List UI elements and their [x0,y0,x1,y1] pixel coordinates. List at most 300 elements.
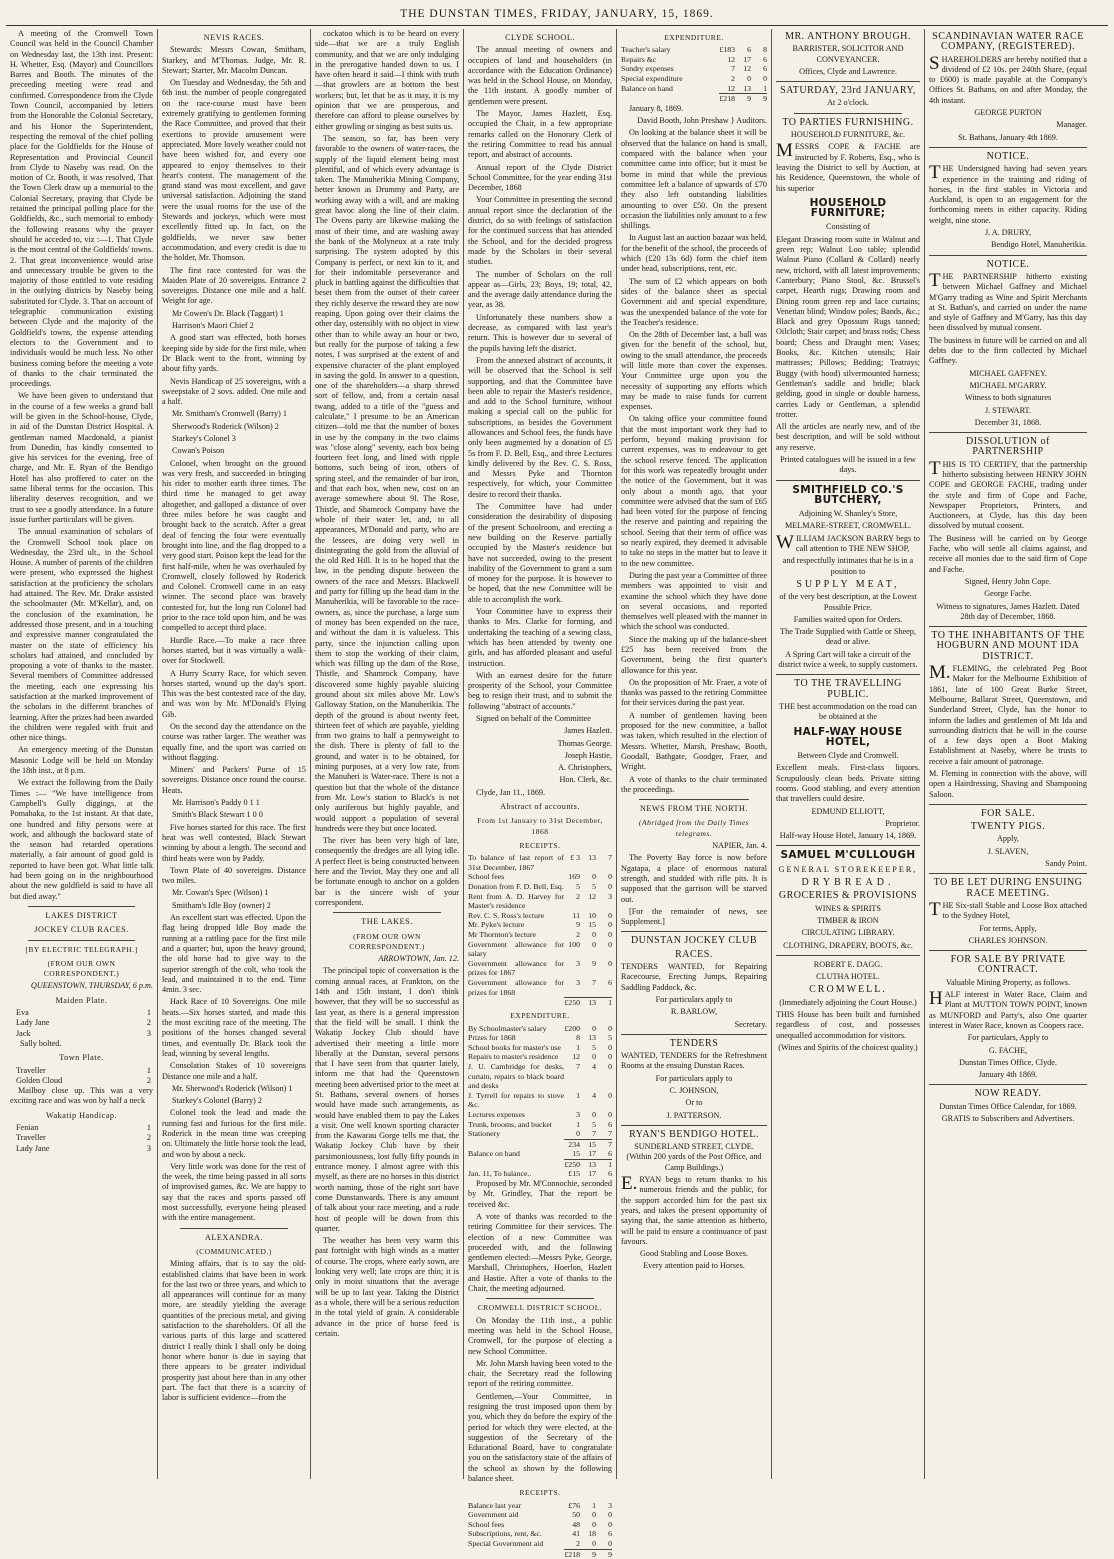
account-row [468,892,612,911]
divider [621,1034,767,1035]
ad-line: (Immediately adjoining the Court House.) [779,997,917,1007]
ad-heading: TWENTY PIGS. [970,821,1046,833]
ad-line: The Trade Supplied with Cattle or Sheep, dead or alive. [780,627,916,647]
divider [929,147,1087,148]
account-row [468,1024,612,1034]
column-3 [311,29,464,1479]
ad-line: A Spring Cart will take a circuit of the district twice a week, to supply customers. [778,649,918,670]
dateline: ARROWTOWN, Jan. 12. [378,954,459,964]
account-item: Repairs to master's residence [468,1052,559,1062]
paragraph: The season, so far, has been very favorable to the owners of water-races, the supply of the liquid element being most plentiful, and of which every advantage is taken. The Manuherikia Mining Company, better known as Drummy and Party, are working away with a will, and are making great havoc along the line of their claim. The Ovens party are likewise making the most of their time, and are washing away the bank of the Molyneux at a rate truly surprising. The system adopted by this Company is perfect, or next kin to it, and for their indomitable perseverance and pluck in battling against the difficulties that beset them from the outset of their career they richly deserve the reward they are now reaping. Upon going over their claims the other day, ostensibly with no object in view other than to while away an hour or two, but really for the purpose of taking a few notes, I was surprised at the extent of and expensive character of the plant employed in saving the gold. In answer to a question, one of the shareholders—a sharp shrewd sort of fellow, and, from a certain nasal twang, added to a title of the "guess and calculate," I presume to be an American citizen—told me that the number of boxes in use by the company in the two claims was "close along" seventy, each box being fourteen feet long, and lined with ripple bottoms, such being of iron, others of spring steel, and the remainder of bar iron, and that each box, when new, cost on an average somewhere about 9l. The Rose, Thistle, and Shamrock Company have the whole of their water let, and, to all appearances, M'Donald and party, who are the lessees, are doing very well in disintegrating the gold from the alluvial of the old Red Hill. It is to be hoped that the law, in the pending dispute between the owners of the race and Messrs. Blackwell and party for filling up the head dam in the Manuherikia, will be favorable to the race-owners, as, since the purchase, a large sum of money has been expended on the race, and without the dam it is valueless. This party, since the injunction calling upon them to stop the working of their claim, which was filling up the dam of the Rose, Thistle, and Shamrock Company, have discovered some highly payable sluicing ground about six miles above Mr. Low's Galloway Station, on the Manuherikia. The depth of the ground is about twenty feet, thirteen feet of which are payable, yielding from two grains to half a pennyweight to the dish. There is plenty of fall to the ground, and water is to be obtained, for mining purposes, at a very low rate, from the Manuheri is Water-race. There is not a question but that the whole of the distance from Mr. Low's station to Black's is not only auriferous but highly payable, and would support a population of several hundreds were they but once located. [315,133,459,833]
ad-line: Families waited upon for Orders. [793,614,903,624]
divider [621,931,767,932]
divider [776,845,920,846]
divider [486,1298,594,1299]
account-amount-l: 1 [576,1119,580,1129]
account-row [468,1539,612,1549]
signed-line: Signed on behalf of the Committee [476,714,591,723]
auditors: David Booth, John Preshaw } Auditors. [637,116,767,126]
account-total [621,94,767,104]
pigs-ad [929,809,1087,869]
expenditure-heading: EXPENDITURE. [664,33,724,42]
dateline: Clyde, Jan 11., 1869. [476,787,546,797]
ad-body: MESSRS COPE & FACHE are instructed by F. Roberts, Esq., who is leaving the District to sell by Auction, at his Residence, Queenstown, the whole of his superior [776,140,920,193]
ad-body: WILLIAM JACKSON BARRY begs to call attention to THE NEW SHOP, [776,531,920,554]
account-item [468,1159,564,1169]
account-item: J. Tyrrell for repairs to stove &c. [468,1090,564,1110]
divider [621,1125,767,1126]
account-item: By Schoolmaster's salary [468,1023,547,1033]
result-row [10,1029,153,1039]
account-amount-s: 0 [747,74,751,84]
paragraph: The Poverty Bay force is now before Ngatapa, a place of enormous natural strength, and studded with rifle pits. It is supposed that the garrison will be starved out. [621,853,767,904]
account-item: Stationery [468,1129,501,1139]
mccullough-ad [776,850,920,950]
account-amount-l: £76 [568,1500,580,1510]
account-item: School fees [468,872,505,882]
ad-line: At 2 o'clock. [827,98,869,108]
account-total [468,1159,612,1169]
account-amount-l: 234 [564,1139,580,1149]
account-amount-l: 3 [576,977,580,987]
ad-line: CLUTHA HOTEL. [816,972,880,982]
ad-line: George Fache. [984,589,1032,599]
account-row [468,882,612,892]
ad-title: SAMUEL M'CULLOUGH [780,849,916,862]
ad-line: Adjoining W. Shanley's Store, [798,509,898,519]
account-amount-l: 3 [576,958,580,968]
account-amount-s: 17 [588,1149,596,1159]
account-row [468,940,612,959]
ad-title: FOR SALE. [981,807,1035,819]
result-line: Starkey's Colonel (Barry) 2 [172,1096,262,1106]
account-amount-d: 8 [763,45,767,55]
ad-name: J. A. DRURY, [984,228,1032,238]
account-amount-s: 0 [592,1510,596,1520]
council-article: A meeting of the Cromwell Town Council was held in the Council Chamber on Wednesday last, the 13th inst. Present: H. Whetter, Esq. (Mayor) and Councillors Barres and Booth. The minutes of the preceeding meeting were read and confirmed. Correspondence from the Clyde Town Council, accompanied by letters from the Honorable the Colonial Secretary, and his Honor the Superintendent, respecting the removal of the chief polling place for the Goldfields for the House of Representation and Provincial Council from Clyde to Naseby was read. On the motion of Cr. Booth, it was resolved, That the Town Clerk draw up a memorial to the Colonial Secretary, praying that Clyde be retained the principal polling place for the Goldfields, &c., such memorial to embody the following reasons why the prayer should be acceded to, viz :—1. That Clyde is the most central of the Goldfields' towns. 2. That great inconvenience would arise and unnecessary trouble be given to the majority of those entitled to vote residing in the outlying districts by Naseby being substituted for Clyde. 3. That on account of telegraphic communication existing between Clyde and the majority of the Goldfield's towns, the expense attending electors to the Government and to individuals would be much less. No other business coming before the meeting a vote of thanks to the chair terminated the proceedings. [10,29,153,389]
section-subtitle: JOCKEY CLUB RACES. [34,925,129,935]
ad-title: TENDERS [669,1037,719,1049]
news-subtitle: (Abridged from the Daily Times telegrams. [638,818,750,838]
ad-name: R. BARLOW, [670,1007,718,1017]
account-row [468,1520,612,1530]
ad-line: Valuable Mining Property, as follows. [945,977,1071,987]
paragraph: A vote of thanks was recorded to the retiring Committee for their services. The election of a new Committee was proceeded with, and the following gentlemen elected:—Messrs Pyke, George, Marshall, Christophers, Hoerlon, Hazlett and Hastie. After a vote of thanks to the Chair, the meeting adjourned. [468,1211,612,1294]
account-amount-d: 7 [596,1139,612,1149]
ad-line: THE best accommodation on the road can be obtained at the [779,701,917,722]
account-amount-l: 0 [576,1129,580,1139]
divider [776,674,920,675]
divider [639,799,749,800]
column-7 [925,29,1091,1479]
account-amount-l: 9 [576,920,580,930]
paragraph: Annual report of the Clyde District School Committee, for the year ending 31st December, 1868 [468,162,612,193]
account-row [621,74,767,84]
account-item: Prizes for 1868 [468,1033,516,1043]
account-item: Government aid [468,1510,519,1520]
masonic-article: An emergency meeting of the Dunstan Masonic Lodge will be held on Monday the 18th inst., at 8 p.m. [10,745,153,776]
paragraph: The principal topic of conversation is the coming annual races, at Frankton, on the 14th and 15th instant, I don't think however, that they will be so successful as last year, as there is a general impression that the field will be small. I think the Wakatip Jockey Club should have advertised their meeting a little more liberally at the Dunstan, several persons that I have seen from that quarter lately, inform me that had the Queenstown meeting been advertised prior to the meet at St. Bathans, several owners of horses would have made such arrangements, as would have enabled them to pay the Lakes a visit. One well known sporting character from the Kawarau Gorge tells me that, the Wakatip Jockey Club have by their parsimoniousness, lost fully fifty pounds in entrance money. I almost agree with this myself, as there are no horses in this district worth naming, those of the right sort have come Dunstanwards. There is any amount of talk about your race meeting, and a rude host of people will be down from this quarter. [315,966,459,1233]
expenditure-heading: EXPENDITURE. [510,1011,570,1021]
calendar-ad [929,1089,1087,1124]
paragraph: During the past year a Committee of three members was appointed to visit and examine the school which they have done on several occasions, and reported themselves well pleased with the manner in which the school was conducted. [621,570,768,632]
paragraph: With an earnest desire for the future prosperity of the School, your Committee beg to resign their trust, and to submit the following "abstract of accounts." [468,670,612,711]
paragraph: Your Committee have to express their thanks to Mrs. Clarke for forming, and undertaking the teaching of a sewing class, which has been attended by twenty one girls, and has afforded pleasant and useful instruction. [468,607,612,668]
ad-title: NOTICE. [986,258,1030,270]
divider [794,113,902,114]
horse-name: Lady Jane [16,1143,50,1153]
paragraph: The first race contested for was the Maiden Plate of 20 sovereigns. Entrance 2 sovereigns. Distance one mile and a half. Weight for age. [162,265,306,306]
section-title: LAKES DISTRICT [45,910,118,920]
account-item: Rev. C. S. Ross's lecture [468,910,545,920]
account-amount-s: 7 [592,977,596,987]
dateline: QUEENSTOWN, THURSDAY, 6 p.m. [30,981,153,991]
account-item: J. U. Cambridge for desks, curtain, repairs to black board and desks [468,1061,564,1091]
ad-body: HALF interest in Water Race, Claim and Plant at MUTTON TOWN POINT, known as MUNFORD and Party's, also One quarter interest in Water Race, known as Coopers race. [929,988,1087,1030]
ad-body: M.FLEMING, the celebrated Peg Boot Maker for the Melbourne Exhibition of 1861, late of 100 Great Burke Street, Melbourne, Ballarat Street, Queenstown, and Sunderland Street, Clyde, has the honor to inform the ladies and gentlemen of Mt Ida and surrounding districts that he will in the course of a few days open a Boot Making Establishment at Naseby, where he trusts to receive a fair amount of patronage. [929,662,1087,766]
ad-line: (Wines and Spirits of the choicest quality.) [778,1042,918,1052]
private-contract-ad [929,955,1087,1080]
result-line: Starkey's Colonel 3 [172,433,236,443]
account-amount-l: 100 [568,939,580,949]
account-item: Rent from A. D. Harvey for Master's residence [468,891,564,911]
account-row [468,911,612,921]
ad-body: THE Undersigned having had seven years experience in the training and riding of horses, in the first stables in Victoria and Auckland, is open to an engagement for the forthcoming meets in either capacity. Riding weight, nine stone. [929,162,1087,225]
account-amount-d: 3 [608,891,612,901]
ad-role: Secretary. [734,1019,767,1029]
account-amount-l: £183 [719,45,735,55]
ad-name: G. FACHE, [988,1045,1028,1055]
account-amount-s: 5 [592,882,596,892]
ad-body: THIS IS TO CERTIFY, that the partnership hitherto subsisting between HENRY JOHN COPE and GEORGE FACHE, trading under the style and firm of Cope and Fache, Newspaper Proprietors, Printers, and Auctioneers, at Clyde, has this day been dissolved by mutual consent. [929,457,1087,531]
account-amount-s: 0 [592,1519,596,1529]
account-amount-s: 0 [592,1109,596,1119]
paragraph: Gentlemen,—Your Committee, in resigning the trust imposed upon them by you, which they do before the expiry of the period for which they were elected, at the suggestion of the Secretary of the Educational Board, have to congratulate you on the satisfactory state of the affairs of the school as shown by the following balance sheet. [468,1391,612,1484]
ad-heading: HALF-WAY HOUSE HOTEL, [793,725,903,748]
correspondent-note: (FROM OUR OWN CORRESPONDENT.) [43,958,120,979]
account-amount-s: 7 [592,1129,596,1139]
account-amount-s: 9 [735,94,751,104]
account-subtotal [468,1139,612,1149]
ad-line: St. Bathans, January 4th 1869. [958,132,1058,142]
ad-line: Dunstan Times Office Calendar, for 1869. [939,1101,1077,1111]
account-amount-s: 0 [592,1052,596,1062]
account-row [468,1169,612,1179]
horse-name: Golden Cloud [16,1075,63,1085]
account-amount-d: 6 [608,977,612,987]
divider [180,1228,288,1229]
account-amount-d: 0 [608,939,612,949]
account-amount-l: 2 [576,1539,580,1549]
account-amount-d: 0 [608,1023,612,1033]
account-amount-d: 0 [608,958,612,968]
paragraph: On Monday the 11th inst., a public meeting was held in the School House, Cromwell, for the purpose of electing a new School Committee. [468,1315,612,1356]
account-item [468,997,564,1007]
account-item: Lectures expenses [468,1109,525,1119]
account-row [468,853,612,872]
paragraph: The Mayor, James Hazlett, Esq. occupied the Chair, in a few appropriate remarks called on the Honorary Clerk of the retiring Committee to read his annual report, and abstract of accounts. [468,109,612,160]
ad-body: TENDERS WANTED, for Repairing Racecourse, Erecting Jumps, Repairing Saddling Paddock, &c. [621,962,767,992]
result-line: Cowan's Poison [172,446,225,456]
account-amount-d: 0 [608,920,612,930]
ad-line: and respectfully intimates that he is in a position to [782,556,914,576]
receipts-heading: RECEIPTS. [519,1488,561,1498]
result-row [10,1123,153,1133]
account-amount-l: 7 [576,1061,580,1071]
account-amount-d: 6 [608,1119,612,1129]
account-amount-l: 169 [568,872,580,882]
ad-body: All the articles are nearly new, and of the best description, and will be sold without any reserve. [776,422,920,452]
placing: 3 [146,1143,151,1153]
result-row [10,1133,153,1143]
ad-title: SMITHFIELD CO.'S BUTCHERY, [792,483,904,506]
account-row [468,1129,612,1139]
account-amount-d: 0 [608,1519,612,1529]
placing: 2 [146,1075,151,1085]
account-amount-d: 0 [763,74,767,84]
account-amount-s: 9 [592,958,596,968]
paragraph: Town Plate of 40 sovereigns. Distance two miles. [162,865,306,886]
ad-line: Apply, [997,834,1019,844]
account-amount-s: 0 [592,1539,596,1549]
ad-line: December 31, 1868. [974,417,1042,427]
ad-line: January 4th 1869. [978,1070,1038,1080]
result-line: Mr. Cowan's Spec (Wilson) 1 [172,888,269,898]
divider [929,1084,1087,1085]
placing: 3 [146,1028,151,1038]
account-item: Special Government aid [468,1539,544,1549]
account-item: Balance last year [468,1500,522,1510]
ad-body: Elegant Drawing room suite in Walnut and green rep; Walnut Loo table; splendid Walnut Piano (Collard & Collard) nearly new, trichord, with all latest improvements; Canterbury; Piano Stool, &c. Brussel's carpet, Hearth rugs; Drawing room and Dining room green rep and lace curtains; Venetian blind; Window poles; Bands, &c.; Black and grey Opossum Rugs tanned; Oilcloth; Stair carpet; and brass rods; Chess board; Chess and Draught men; Vases; Books, &c. Kitchen utensils; Hair mattrasses; Pillows; Bedding; Teatrays; Buggy (with hood) silvermounted harness; Gentleman's saddle and bridle; black gelding, good in single or double harness, carries Lady or Gentleman, a splendid trotter. [776,234,920,419]
ad-name: CHARLES JOHNSON. [968,935,1048,945]
race-title: Wakatip Handicap. [45,1110,118,1120]
account-amount-l: 12 [727,83,735,93]
account-amount-l: 2 [731,74,735,84]
account-item: School books for master's use [468,1042,561,1052]
ad-line: of the very best description, at the Lowest Possible Price. [779,592,917,612]
dateline: NAPIER, Jan. 4. [712,841,767,851]
bendigo-hotel-ad [621,1130,767,1272]
divider [929,873,1087,874]
paragraph: Nevis Handicap of 25 sovereigns, with a sweepstake of 2 sovs. added. One mile and a half. [162,376,306,407]
ad-apply: For particulars apply to [655,1073,733,1083]
account-amount-s: 5 [592,1119,596,1129]
account-amount-d: 0 [608,1042,612,1052]
account-amount-s: 13 [588,1033,596,1043]
divider [333,912,441,913]
result-row [10,1076,153,1086]
halfway-hotel-ad [776,679,920,841]
account-row [468,1062,612,1091]
ad-line: Witness to signatures, James Hazlett. Dated 28th day of December, 1868. [936,601,1080,621]
paragraph: Since the making up of the balance-sheet £25 has been received from the Government, being the first quarter's allowance for this year. [621,634,767,675]
race-title: Town Plate. [59,1053,104,1063]
account-item: Repairs &c [621,54,657,64]
ad-apply: For particulars apply to [655,994,733,1004]
account-row [468,1529,612,1539]
ad-line: GENERAL STOREKEEPER, [778,864,918,874]
ad-line: Half-way House Hotel, January 14, 1869. [779,831,917,841]
account-amount-d: 0 [608,910,612,920]
ad-address: SUNDERLAND STREET, CLYDE. (Within 200 yards of the Post Office, and Camp Buildings.) [626,1142,762,1172]
account-amount-s: 0 [592,872,596,882]
account-amount-d: 0 [608,930,612,940]
paragraph: A good start was effected, both horses keeping side by side for the first mile, when Dr Black went to the front, winning by about fifty yards. [162,333,306,374]
ad-line: MELMARE-STREET, CROMWELL. [784,521,912,531]
account-row [621,84,767,94]
account-amount-l: £218 [564,1549,580,1559]
news-north-title: NEWS FROM THE NORTH. [639,804,749,814]
signature: James Hazlett. [564,726,612,736]
paragraph: Miners' and Packers' Purse of 15 sovereigns. Distance once round the course. Heats. [162,765,306,795]
paragraph: The river has been very high of late, consequently the dredges are all lying idle. A perfect fleet is being constructed between here and the Teviot. May they one and all be fortunate enough to anchor on a golden bar is the sincere wish of your correspondent. [315,836,459,907]
account-amount-l: 12 [727,54,735,64]
drury-notice [929,152,1087,251]
ad-body: The business in future will be carried on and all debts due to the firm collected by Michael Gaffney. [929,335,1087,366]
ad-heading: GROCERIES & PROVISIONS [778,890,918,902]
account-amount-s: 9 [580,1549,596,1559]
account-amount-s: 10 [588,910,596,920]
ad-body: SHAREHOLDERS are hereby notified that a dividend of £2 10s. per 240th Share, (equal to £600) is made payable at the Company's Offices St. Bathans, on and after Monday, the 4th instant. [929,52,1087,105]
account-amount-l: 8 [576,1033,580,1043]
abstract-title: Abstract of accounts. [500,802,580,812]
account-amount-d: 0 [608,1109,612,1119]
account-amount-d: 1 [763,83,767,93]
paragraph: [For the remainder of news, see Supplement.] [621,906,767,927]
paragraph: Hack Race of 10 Sovereigns. One mile heats.—Six horses started, and made this the most exciting race of the meeting. The positions of the horses changed several times, and eventually Dr. Black took the lead, winning by several lengths. [162,997,306,1058]
paragraph: The weather has been very warm this past fortnight with high winds as a matter of course. The crops, where early sown, are looking very well; late crops are thin; it is only in moist situations that the average will be up to last year. Taking the District as a whole, there will be a serious reduction in the total yield of grain. A considerable advance in the price of horse feed is certain. [315,1236,459,1338]
expenditure-table [468,1024,612,1180]
account-row [468,920,612,930]
signature: A. Christophers, [558,763,612,773]
ad-body: THE PARTNERSHIP hitherto existing between Michael Gaffney and Michael M'Garry trading as Wine and Spirit Merchants at St. Bathan's, and carried on under the name and style of Gaffney and M'Garry, has this day been dissolved by mutual consent. [929,269,1087,333]
clutha-hotel-ad [776,960,920,1053]
scandinavian-ad [929,32,1087,143]
account-item: Mr. Pyke's lecture [468,920,525,930]
ad-line: Good Stabling and Loose Boxes. [639,1249,749,1259]
account-total [468,997,612,1007]
account-amount-s: 0 [592,1023,596,1033]
placing: 1 [146,1122,151,1132]
ad-title: TO BE LET DURING ENSUING RACE MEETING. [933,877,1083,899]
cromwell-receipts-table [468,1501,612,1559]
account-amount-l: 1 [576,1042,580,1052]
ad-or: Or to [685,1098,703,1108]
ad-line: Signed, Henry John Cope. [964,576,1052,586]
paragraph: In August last an auction bazaar was held, for the benefit of the school, the proceeds of which (£20 13s 6d) form the chief item under head, subscriptions, rent, etc. [621,233,767,274]
account-amount-s: 4 [592,1090,596,1100]
paragraph: From the annexed abstract of accounts, it will be observed that the School is self supporting, and that the Committee have been able to repair the Master's residence, and add to the School furniture, without making a special call on the public for subscriptions, as besides the Government allowances and School fees, the funds have only been augmented by a donation of £5 5s from F. D. Bell, Esq., and three Lectures kindly delivered by the Rev. C. S. Ross, and Messrs Pyke and Thornton respectively, for which, your Committee desire to record their thanks. [468,355,612,499]
account-item: Government allowance for prizes for 1868 [468,977,564,997]
account-amount-l: 15 [572,1149,580,1159]
paragraph: Five horses started for this race. The first heat was well contested, Black Stewart winning by about a length. The second and third heats were won by Paddy. [162,822,306,863]
result-line: Mr. Smitham's Cromwell (Barry) 1 [172,409,287,419]
column-5 [617,29,772,1479]
paragraph: Colonel took the lead and made the running fast and furious for the first mile. Roderick in the mean time was creeping on. Ultimately the little horse took the lead, and won by about a neck. [162,1108,306,1159]
account-row [468,872,612,882]
account-amount-s: 4 [592,1061,596,1071]
ad-line: Sandy Point. [1045,859,1087,869]
account-amount-d: 0 [608,882,612,892]
ad-title: SCANDINAVIAN WATER RACE COMPANY, (REGISTERED). [932,31,1084,53]
account-row [468,978,612,997]
ad-line: For particulars, Apply to [967,1033,1049,1043]
account-amount-l: 1 [576,1090,580,1100]
result-line: Mr. Sherwood's Roderick (Wilson) 1 [172,1083,293,1093]
ad-name: MICHAEL GAFFNEY. [969,368,1047,378]
divider [776,955,920,956]
ad-name: J. SLAVEN, [987,846,1029,856]
account-amount-s: 12 [588,891,596,901]
ad-line: CLOTHING, DRAPERY, BOOTS, &c. [783,940,913,950]
ad-heading: DRYBREAD. [801,877,895,889]
account-amount-s: 17 [588,1169,596,1179]
paragraph: On looking at the balance sheet it will be observed that the balance on hand is small, compared with the balance when your committee came into office; but it must be borne in mind that while the previous committee left a balance of upwards of £70 they also left outstanding liabilities amounting to over £50. On the present occasion the liabilities only amount to a few shillings. [621,128,767,231]
brough-ad [776,32,920,77]
race-title: Maiden Plate. [55,995,108,1005]
divider [929,626,1087,627]
account-item: Sundry expenses [621,64,674,74]
account-row [468,1149,612,1159]
account-amount-l: 3 [576,1109,580,1119]
account-amount-d: 0 [608,1539,612,1549]
communicated-note: (COMMUNICATED.) [196,1246,272,1256]
ad-name: GEORGE PURTON [974,108,1042,118]
account-amount-s: 13 [580,1159,596,1169]
divider [28,940,135,941]
ad-line: Offices, Clyde and Lawrence. [799,66,897,76]
cromwell-school-title: CROMWELL DISTRICT SCHOOL. [477,1303,603,1313]
result-line: Smith's Black Stewart 1 0 0 [172,810,263,820]
ad-name: C. JOHNSON, [669,1085,719,1095]
account-row [621,55,767,65]
ad-body: The Business will be carried on by George Fache, who will settle all claims against, and receive all monies due to the said firm of Cope and Fache. [929,533,1087,574]
account-amount-l: £250 [564,997,580,1007]
result-row [10,1018,153,1028]
paragraph: The annual meeting of owners and occupiers of land and householders (in accordance with the Education Ordinance) was held in the School House, on Monday, the 11th instant. A goodly number of gentlemen were present. [468,45,612,106]
account-amount-s: 1 [592,1500,596,1510]
paragraph: Very little work was done for the rest of the week, the time being passed in all sorts of improvised games, &c. We are happy to say that the races and sports passed off most successfully, everyone being pleased with the entire management. [162,1161,306,1223]
result-line: Mr Cowen's Dr. Black (Taggart) 1 [172,308,284,318]
account-item [468,1139,564,1149]
daily-times-extract: We extract the following from the Daily Times :— "We have intelligence from Campbell's Gully diggings, at the Pomahaka, to the 1st instant. At that date, one hundred and fifty persons were at work, and although the backward state of the season had retarded operations materially, a fair amount of good gold is reported to have been got. What little talk had been going on in the neighbourhood about the new goldfield is said to have all but died away." [10,778,153,901]
account-item: Special expenditure [621,74,683,84]
ad-title: DISSOLUTION of PARTNERSHIP [966,436,1050,458]
account-amount-l: 2 [576,891,580,901]
column-2 [158,29,311,1479]
ad-name: ROBERT E. DAGG. [813,959,883,969]
butchery-ad [776,485,920,671]
result-row [10,1008,153,1018]
ad-name: EDMUND ELLIOTT, [811,806,885,816]
ad-line: Witness to both signatures [964,393,1052,403]
account-amount-d: 9 [596,1549,612,1559]
ad-line: Consisting of [826,222,870,232]
account-item: To balance of last report of 31st December, 1867 [468,853,564,872]
account-item: Subscriptions, rent, &c. [468,1529,542,1539]
ad-body: WANTED, TENDERS for the Refreshment Rooms at the ensuing Dunstan Races. [621,1051,767,1071]
account-amount-s: 13 [588,853,596,863]
horse-name: Traveller [16,1133,46,1143]
result-line: Mr. Harrison's Paddy 0 1 1 [172,798,260,808]
placing: 1 [146,1065,151,1075]
paragraph: Mining affairs, that is to say the old-established claims that have been in work for the last two or three years, and which to all appearances will continue for as many more, are steadily yielding the average quantities of the precious metal, and giving satisfaction to the shareholders. Of all the various parts of this large and scattered district I really think I shall only be doing honor where honor is due in saying that there appears to be greater individual prosperity just about here than in any other part. The fact that there is a scarcity of labor is sufficient evidence—from the [162,1259,306,1403]
alexandra-title: ALEXANDRA. [205,1232,263,1242]
ad-title: RYAN'S BENDIGO HOTEL. [629,1128,759,1140]
columns [6,29,1108,1559]
paragraph: The sum of £2 which appears on both sides of the balance sheet as special Government aid and special expenditure, was the unexpended balance of the vote for the Teacher's residence. [621,276,767,327]
ad-line: For terms, Apply, [979,923,1037,933]
